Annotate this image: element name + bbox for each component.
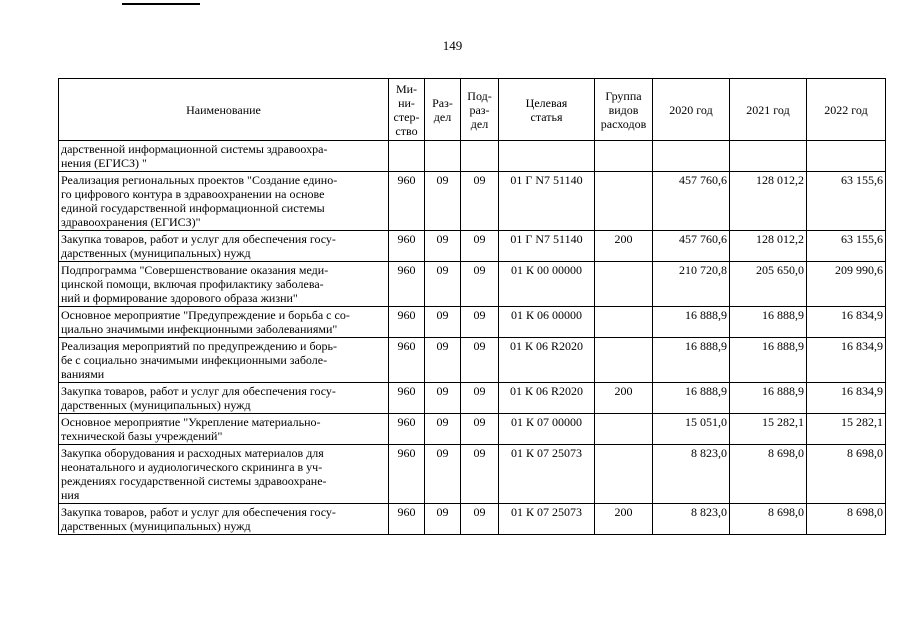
page-number: 149 — [442, 38, 463, 53]
cell-section: 09 — [425, 383, 461, 414]
cell-section: 09 — [425, 231, 461, 262]
table-row — [59, 383, 886, 414]
cell-section: 09 — [425, 504, 461, 535]
cell-name: Подпрограмма "Совершенствование оказания меди- цинской помощи, включая профилактику заболева- ний и формирование здорового образа жизни" — [59, 262, 389, 307]
cell-2021: 15 282,1 — [730, 414, 807, 445]
header-expense-group: Группа видов расходов — [595, 79, 653, 141]
cell-expense-group: 200 — [595, 383, 653, 414]
cell-target: 01 К 06 R2020 — [499, 383, 595, 414]
cell-expense-group — [595, 141, 653, 172]
cell-2022: 63 155,6 — [807, 172, 886, 231]
top-edge-mark — [122, 0, 200, 5]
cell-subsection — [461, 141, 499, 172]
cell-2021: 205 650,0 — [730, 262, 807, 307]
header-name: Наименование — [59, 79, 389, 141]
cell-2020: 16 888,9 — [653, 383, 730, 414]
cell-name: Реализация региональных проектов "Создание едино- го цифрового контура в здравоохранении на основе единой государственной информационной системы здравоохранения (ЕГИСЗ)" — [59, 172, 389, 231]
cell-ministry: 960 — [389, 262, 425, 307]
cell-2020: 457 760,6 — [653, 231, 730, 262]
cell-2022: 8 698,0 — [807, 504, 886, 535]
cell-subsection: 09 — [461, 262, 499, 307]
cell-ministry: 960 — [389, 445, 425, 504]
header-section: Раз- дел — [425, 79, 461, 141]
header-2022: 2022 год — [807, 79, 886, 141]
cell-target: 01 К 07 25073 — [499, 445, 595, 504]
cell-2021: 8 698,0 — [730, 445, 807, 504]
cell-name: Закупка товаров, работ и услуг для обеспечения госу- дарственных (муниципальных) нужд — [59, 504, 389, 535]
cell-2022: 16 834,9 — [807, 338, 886, 383]
header-target: Целевая статья — [499, 79, 595, 141]
cell-section: 09 — [425, 172, 461, 231]
cell-2020 — [653, 141, 730, 172]
cell-section: 09 — [425, 307, 461, 338]
cell-target: 01 К 00 00000 — [499, 262, 595, 307]
cell-2020: 210 720,8 — [653, 262, 730, 307]
cell-ministry — [389, 141, 425, 172]
cell-2022: 8 698,0 — [807, 445, 886, 504]
header-subsection: Под- раз- дел — [461, 79, 499, 141]
cell-2021: 8 698,0 — [730, 504, 807, 535]
table-row — [59, 338, 886, 383]
cell-expense-group: 200 — [595, 504, 653, 535]
cell-section: 09 — [425, 445, 461, 504]
cell-subsection: 09 — [461, 445, 499, 504]
cell-2020: 8 823,0 — [653, 504, 730, 535]
table-row — [59, 172, 886, 231]
cell-target: 01 К 07 25073 — [499, 504, 595, 535]
table-row — [59, 307, 886, 338]
table-row — [59, 504, 886, 535]
cell-name: Основное мероприятие "Предупреждение и борьба с со- циально значимыми инфекционными заболеваниями" — [59, 307, 389, 338]
cell-2022: 63 155,6 — [807, 231, 886, 262]
cell-target: 01 К 07 00000 — [499, 414, 595, 445]
cell-ministry: 960 — [389, 307, 425, 338]
cell-ministry: 960 — [389, 414, 425, 445]
cell-subsection: 09 — [461, 338, 499, 383]
cell-2020: 8 823,0 — [653, 445, 730, 504]
cell-2022: 209 990,6 — [807, 262, 886, 307]
cell-ministry: 960 — [389, 172, 425, 231]
cell-ministry: 960 — [389, 383, 425, 414]
table-row — [59, 231, 886, 262]
cell-2021 — [730, 141, 807, 172]
cell-name: Закупка товаров, работ и услуг для обеспечения госу- дарственных (муниципальных) нужд — [59, 231, 389, 262]
cell-section: 09 — [425, 338, 461, 383]
table-row — [59, 414, 886, 445]
cell-target — [499, 141, 595, 172]
cell-target: 01 Г N7 51140 — [499, 172, 595, 231]
table-body — [59, 141, 886, 535]
cell-2022 — [807, 141, 886, 172]
cell-expense-group — [595, 414, 653, 445]
cell-subsection: 09 — [461, 231, 499, 262]
cell-expense-group — [595, 262, 653, 307]
cell-2020: 16 888,9 — [653, 307, 730, 338]
table-row — [59, 445, 886, 504]
cell-section: 09 — [425, 262, 461, 307]
cell-subsection: 09 — [461, 172, 499, 231]
cell-2022: 16 834,9 — [807, 307, 886, 338]
cell-2021: 16 888,9 — [730, 338, 807, 383]
cell-2021: 128 012,2 — [730, 172, 807, 231]
cell-name: дарственной информационной системы здравоохра- нения (ЕГИСЗ) " — [59, 141, 389, 172]
header-row — [59, 79, 886, 141]
cell-2021: 16 888,9 — [730, 383, 807, 414]
cell-ministry: 960 — [389, 504, 425, 535]
cell-2020: 16 888,9 — [653, 338, 730, 383]
table-row — [59, 262, 886, 307]
cell-expense-group — [595, 172, 653, 231]
cell-subsection: 09 — [461, 307, 499, 338]
cell-name: Реализация мероприятий по предупреждению и борь- бе с социально значимыми инфекционными заболе- ваниями — [59, 338, 389, 383]
cell-target: 01 Г N7 51140 — [499, 231, 595, 262]
cell-name: Закупка товаров, работ и услуг для обеспечения госу- дарственных (муниципальных) нужд — [59, 383, 389, 414]
cell-subsection: 09 — [461, 383, 499, 414]
table-row — [59, 141, 886, 172]
cell-subsection: 09 — [461, 414, 499, 445]
cell-subsection: 09 — [461, 504, 499, 535]
cell-expense-group: 200 — [595, 231, 653, 262]
cell-ministry: 960 — [389, 231, 425, 262]
cell-section — [425, 141, 461, 172]
cell-2021: 128 012,2 — [730, 231, 807, 262]
header-2021: 2021 год — [730, 79, 807, 141]
header-ministry: Ми- ни- стер- ство — [389, 79, 425, 141]
cell-name: Основное мероприятие "Укрепление материально- технической базы учреждений" — [59, 414, 389, 445]
cell-expense-group — [595, 445, 653, 504]
cell-expense-group — [595, 307, 653, 338]
cell-2020: 457 760,6 — [653, 172, 730, 231]
budget-table — [58, 78, 886, 535]
header-2020: 2020 год — [653, 79, 730, 141]
cell-expense-group — [595, 338, 653, 383]
cell-target: 01 К 06 00000 — [499, 307, 595, 338]
cell-2020: 15 051,0 — [653, 414, 730, 445]
cell-2022: 16 834,9 — [807, 383, 886, 414]
cell-2021: 16 888,9 — [730, 307, 807, 338]
cell-name: Закупка оборудования и расходных материалов для неонатального и аудиологического скрининга в уч- реждениях государственной системы здравоохране- ния — [59, 445, 389, 504]
cell-target: 01 К 06 R2020 — [499, 338, 595, 383]
cell-2022: 15 282,1 — [807, 414, 886, 445]
cell-section: 09 — [425, 414, 461, 445]
cell-ministry: 960 — [389, 338, 425, 383]
